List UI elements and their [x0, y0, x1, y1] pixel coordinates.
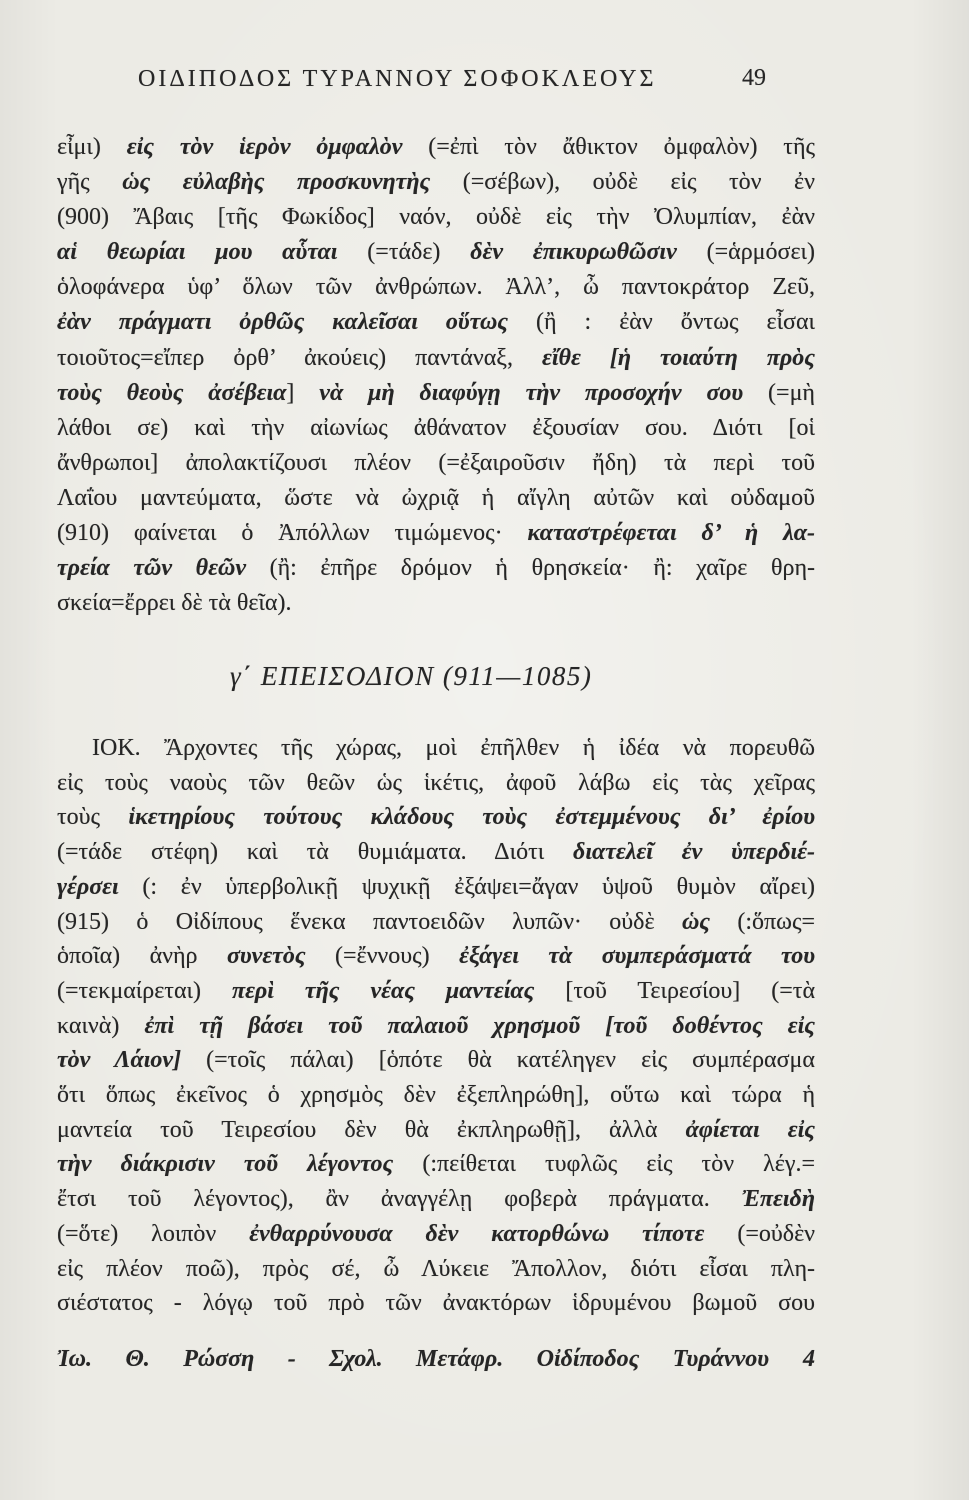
emphasized-phrase: ἐξάγει τὰ συμπεράσματά του — [459, 943, 816, 970]
text-run: Λαΐου μαντεύματα, ὥστε νὰ ὠχριᾷ ἡ αἴγλη αὐτῶν καὶ οὐδαμοῦ — [57, 484, 815, 511]
text-run: (=τάδε στέφη) καὶ τὰ θυμιάματα. Διότι — [57, 839, 574, 866]
text-run: (=σέβων), οὐδὲ εἰς τὸν ἐν — [430, 169, 815, 196]
text-line — [57, 939, 815, 974]
emphasized-phrase: τὸν Λάιον] — [57, 1047, 182, 1074]
text-run: σιέστατος - λόγῳ τοῦ πρὸ τῶν ἀνακτόρων ἱδρυμένου βωμοῦ σου — [57, 1290, 815, 1317]
text-run: τοὺς — [57, 804, 129, 831]
text-run: σκεία=ἔρρει δὲ τὰ θεῖα). — [57, 590, 292, 617]
emphasized-phrase: τοὺς θεοὺς ἀσέβεια — [57, 379, 287, 406]
text-run: καινὰ) — [57, 1012, 145, 1039]
text-run: (=τοῖς πάλαι) [ὁπότε θὰ κατέληγεν εἰς συμπέρασμα — [181, 1047, 815, 1074]
emphasized-phrase: ἀφίεται εἰς — [685, 1116, 815, 1143]
text-run: μαντεία τοῦ Τειρεσίου δὲν θὰ ἐκπληρωθῇ], ἀλλὰ — [57, 1116, 686, 1143]
emphasized-phrase: εἴθε [ἡ τοιαύτη πρὸς — [542, 344, 815, 371]
text-line — [57, 481, 815, 516]
text-run: (900) Ἄβαις [τῆς Φωκίδος] ναόν, οὐδὲ εἰς τὴν Ὀλυμπίαν, ἐὰν — [57, 204, 815, 231]
text-line — [57, 1286, 815, 1321]
text-run: λάθοι σε) καὶ τὴν αἰωνίως ἀθάνατον ἐξουσίαν σου. Διότι [οἱ — [57, 414, 815, 441]
section-heading: γ΄ ΕΠΕΙΣΟΔΙΟΝ (911—1085) — [230, 661, 593, 691]
text-run: (=μὴ — [743, 379, 815, 406]
page-number: 49 — [742, 65, 766, 91]
text-line — [57, 766, 815, 801]
text-run: εἰς πλέον ποῶ), πρὸς σέ, ὦ Λύκειε Ἄπολλον, διότι εἶσαι πλη- — [57, 1255, 815, 1282]
page-footer — [57, 1342, 815, 1376]
text-run: (=οὐδὲν — [704, 1220, 815, 1247]
text-run: (=τάδε) — [337, 239, 471, 266]
text-line — [57, 1217, 815, 1252]
emphasized-phrase: συνετὸς — [226, 943, 306, 970]
text-run: ἄνθρωποι] ἀπολακτίζουσι πλέον (=ἐξαιροῦσιν ἤδη) τὰ περὶ τοῦ — [57, 449, 815, 476]
text-line — [57, 411, 815, 446]
text-line — [57, 1009, 815, 1044]
text-line — [57, 800, 815, 835]
text-line — [57, 835, 815, 870]
emphasized-phrase: νὰ μὴ διαφύγῃ τὴν προσοχήν σου — [319, 379, 744, 406]
text-line — [57, 270, 815, 305]
text-line — [57, 870, 815, 905]
text-line — [57, 974, 815, 1009]
text-line — [57, 305, 815, 340]
footer-credit: Ἰω. Θ. Ρώσση - Σχολ. Μετάφρ. Οἰδίποδος Τυράννου — [57, 1346, 769, 1372]
emphasized-phrase: αἱ θεωρίαι μου αὗται — [57, 239, 338, 266]
text-run: ] — [286, 379, 320, 406]
emphasized-phrase: γέρσει — [57, 873, 119, 900]
text-line — [57, 551, 815, 586]
text-line — [57, 1078, 815, 1113]
text-run: (=ἔννους) — [305, 943, 460, 970]
text-line — [57, 235, 815, 270]
text-line — [57, 1113, 815, 1148]
text-run: (=ἐπὶ τὸν ἄθικτον ὀμφαλὸν) τῆς — [402, 134, 816, 160]
text-line — [57, 1252, 815, 1287]
text-run: ὁλοφάνερα ὑφ’ ὅλων τῶν ἀνθρώπων. Ἀλλ’, ὦ παντοκράτορ Ζεῦ, — [57, 274, 815, 301]
text-run: (:πείθεται τυφλῶς εἰς τὸν λέγ.= — [393, 1151, 815, 1178]
text-line — [57, 446, 815, 481]
text-line — [57, 731, 815, 766]
text-run: εἶμι) — [57, 134, 127, 160]
emphasized-phrase: ἱκετηρίους τούτους κλάδους τοὺς ἐστεμμένους δι’ ἐρίου — [128, 804, 815, 831]
text-line — [57, 165, 815, 200]
emphasized-phrase: καταστρέφεται δ’ ἡ λα- — [527, 520, 815, 547]
emphasized-phrase: ἐπὶ τῇ βάσει τοῦ παλαιοῦ χρησμοῦ [τοῦ δοθέντος εἰς — [144, 1012, 815, 1039]
text-run: εἰς τοὺς ναοὺς τῶν θεῶν ὡς ἱκέτις, ἀφοῦ λάβω εἰς τὰς χεῖρας — [57, 769, 815, 796]
text-line — [57, 130, 815, 165]
emphasized-phrase: ἐὰν πράγματι ὀρθῶς καλεῖσαι οὕτως — [57, 309, 509, 336]
text-run: (:ὅπως= — [710, 908, 815, 935]
emphasized-phrase: ἐνθαρρύνουσα δὲν κατορθώνω τίποτε — [249, 1220, 705, 1247]
text-run: ὅτι ὅπως ἐκεῖνος ὁ χρησμὸς δὲν ἐξεπληρώθη], οὕτω καὶ τώρα ἡ — [57, 1082, 815, 1109]
emphasized-phrase: περὶ τῆς νέας μαντείας — [231, 977, 535, 1004]
paragraph — [57, 731, 815, 1321]
emphasized-phrase: Ἐπειδὴ — [741, 1186, 815, 1213]
text-line — [57, 200, 815, 235]
text-line — [57, 905, 815, 940]
text-line — [57, 1043, 815, 1078]
text-run: (=ἁρμόσει) — [676, 239, 816, 266]
emphasized-phrase: δὲν ἐπικυρωθῶσιν — [470, 239, 677, 266]
text-run: (=ὅτε) λοιπὸν — [57, 1220, 250, 1247]
text-run: (915) ὁ Οἰδίπους ἕνεκα παντοειδῶν λυπῶν· οὐδὲ — [57, 908, 682, 935]
emphasized-phrase: ὡς εὐλαβὴς προσκυνητὴς — [122, 169, 431, 196]
emphasized-phrase: ὡς — [681, 908, 710, 935]
text-run: (910) φαίνεται ὁ Ἀπόλλων τιμώμενος· — [57, 520, 528, 547]
text-run: (ἢ: ἐπῆρε δρόμον ἡ θρησκεία· ἢ: χαῖρε θρη- — [245, 555, 815, 582]
signature-mark: 4 — [803, 1346, 815, 1372]
text-line — [57, 341, 815, 376]
text-run: (=τεκμαίρεται) — [57, 977, 232, 1004]
text-run: τοιοῦτος=εἴπερ ὀρθ’ ἀκούεις) παντάναξ, — [57, 344, 543, 371]
text-run: ΙΟΚ. Ἄρχοντες τῆς χώρας, μοὶ ἐπῆλθεν ἡ ἰδέα νὰ πορευθῶ — [92, 735, 815, 761]
text-line — [57, 1147, 815, 1182]
text-run: γῆς — [57, 169, 123, 196]
text-line — [57, 586, 815, 621]
text-line — [57, 376, 815, 411]
paragraph — [57, 130, 815, 621]
emphasized-phrase: τρεία τῶν θεῶν — [57, 555, 246, 582]
emphasized-phrase: εἰς τὸν ἱερὸν ὀμφαλὸν — [126, 134, 403, 160]
text-run: (: ἐν ὑπερβολικῇ ψυχικῇ ἐξάψει=ἄγαν ὑψοῦ θυμὸν αἴρει) — [118, 873, 815, 900]
text-run: (ἢ : ἐὰν ὄντως εἶσαι — [508, 309, 816, 336]
text-run: ἔτσι τοῦ λέγοντος), ἂν ἀναγγέλῃ φοβερὰ πράγματα. — [57, 1186, 742, 1213]
text-line — [57, 1182, 815, 1217]
text-line — [57, 516, 815, 551]
text-run: [τοῦ Τειρεσίου] (=τὰ — [534, 977, 816, 1004]
running-head-title: ΟΙΔΙΠΟΔΟΣ ΤΥΡΑΝΝΟΥ ΣΟΦΟΚΛΕΟΥΣ — [138, 66, 657, 92]
emphasized-phrase: διατελεῖ ἐν ὑπερδιέ- — [573, 839, 815, 866]
text-run: ὁποῖα) ἀνὴρ — [57, 943, 227, 970]
emphasized-phrase: τὴν διάκρισιν τοῦ λέγοντος — [57, 1151, 394, 1178]
